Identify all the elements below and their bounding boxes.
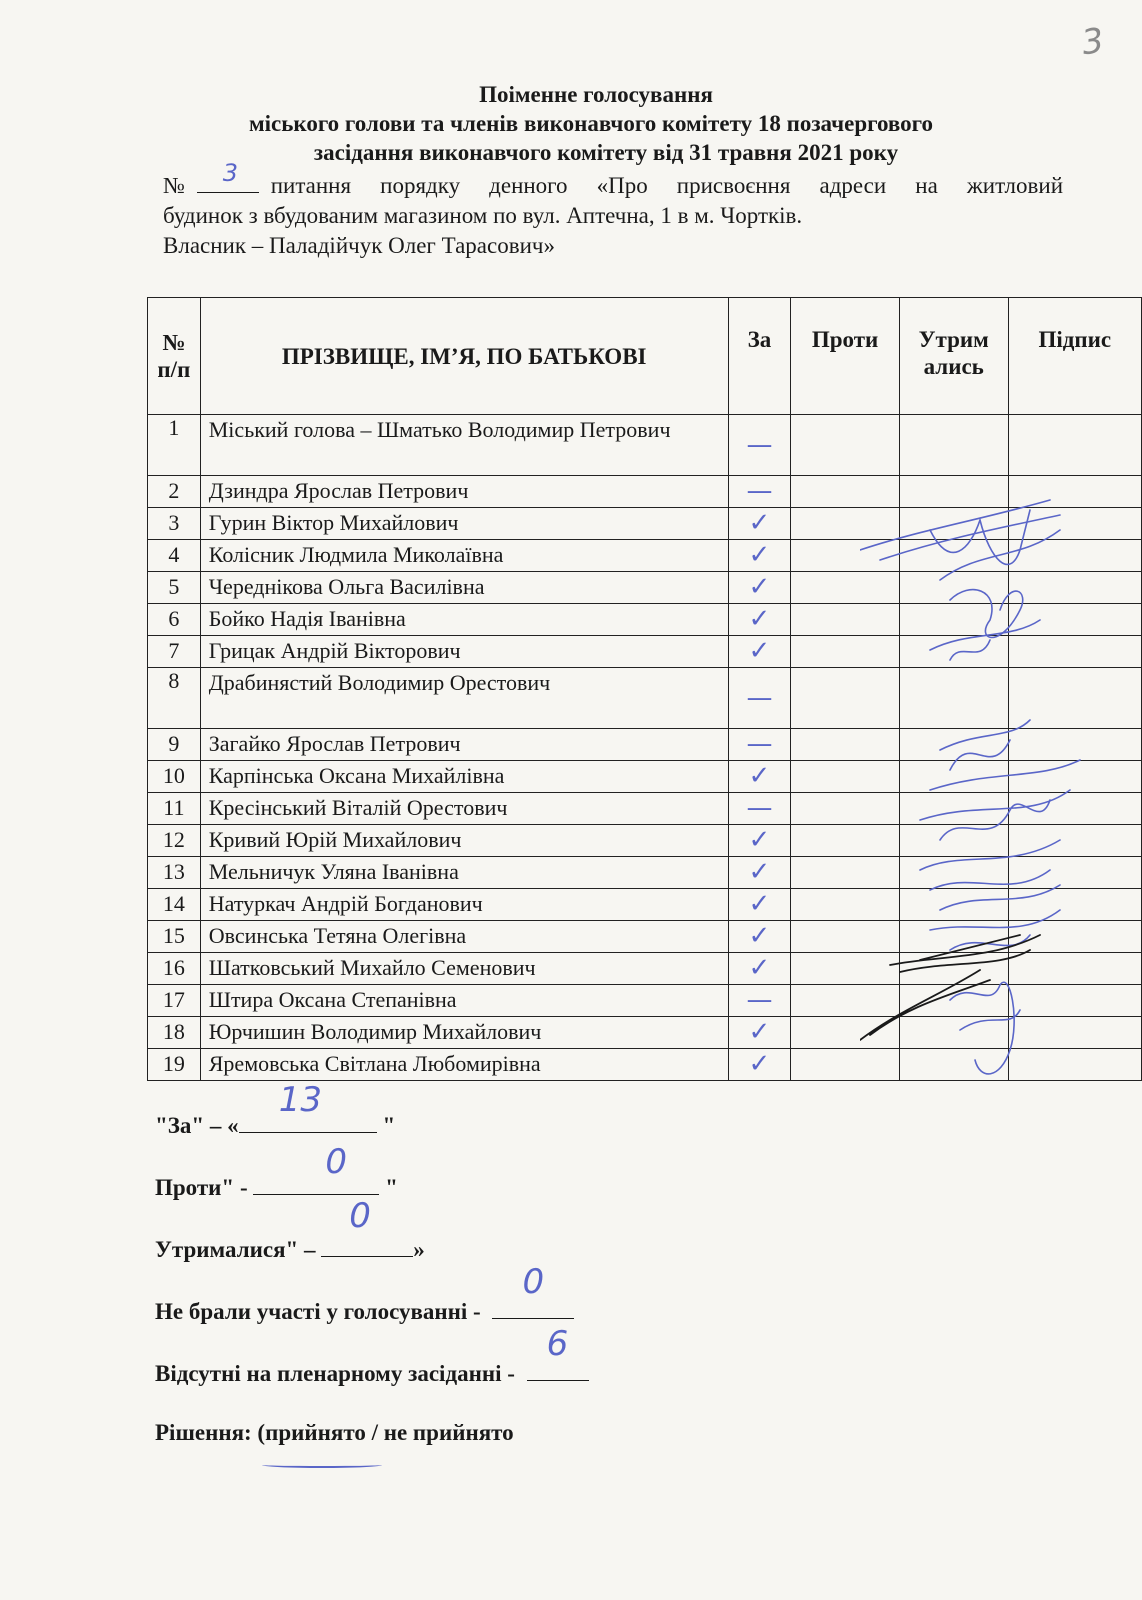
row-against xyxy=(791,508,900,540)
row-number: 17 xyxy=(148,985,201,1017)
row-for-mark: ✓ xyxy=(728,953,791,985)
row-signature xyxy=(1008,1017,1141,1049)
row-against xyxy=(791,668,900,729)
row-signature xyxy=(1008,857,1141,889)
agenda-item-text-1: питання порядку денного «Про присвоєння адреси на житловий xyxy=(270,173,1063,198)
row-for-mark: ✓ xyxy=(728,1049,791,1081)
row-for-mark: ✓ xyxy=(728,825,791,857)
row-signature xyxy=(1008,793,1141,825)
summary-absent-value: 6 xyxy=(546,1324,569,1364)
summary-against-value: 0 xyxy=(325,1142,347,1182)
row-signature xyxy=(1008,604,1141,636)
col-header-name: ПРІЗВИЩЕ, ІМ’Я, ПО БАТЬКОВІ xyxy=(200,298,728,415)
row-against xyxy=(791,793,900,825)
row-against xyxy=(791,476,900,508)
summary-abstained-label: Утрималися" – xyxy=(155,1237,322,1262)
row-signature xyxy=(1008,668,1141,729)
row-against xyxy=(791,825,900,857)
row-abstained xyxy=(899,1017,1008,1049)
row-against xyxy=(791,572,900,604)
table-row xyxy=(148,729,1142,761)
row-number: 4 xyxy=(148,540,201,572)
row-name: Бойко Надія Іванівна xyxy=(200,604,728,636)
summary-for-value: 13 xyxy=(278,1080,322,1120)
table-row xyxy=(148,921,1142,953)
row-name: Карпінська Оксана Михайлівна xyxy=(200,761,728,793)
row-against xyxy=(791,729,900,761)
voting-table xyxy=(147,297,1142,1081)
voting-table-header-row xyxy=(148,298,1142,415)
table-row xyxy=(148,889,1142,921)
summary-for-blank xyxy=(239,1080,377,1133)
table-row xyxy=(148,1017,1142,1049)
col-header-against: Проти xyxy=(791,298,900,415)
agenda-item-text-3: Власник – Паладійчук Олег Тарасович» xyxy=(163,233,555,258)
row-number: 7 xyxy=(148,636,201,668)
row-for-mark: — xyxy=(728,668,791,729)
summary-against-label: Проти" - xyxy=(155,1175,254,1200)
row-signature xyxy=(1008,508,1141,540)
row-abstained xyxy=(899,953,1008,985)
table-row xyxy=(148,761,1142,793)
row-number: 5 xyxy=(148,572,201,604)
col-header-no: № п/п xyxy=(148,298,201,415)
row-name: Міський голова – Шматько Володимир Петрович xyxy=(200,415,728,476)
col-header-abstained: Утрим ались xyxy=(899,298,1008,415)
row-name: Яремовська Світлана Любомирівна xyxy=(200,1049,728,1081)
row-name: Кривий Юрій Михайлович xyxy=(200,825,728,857)
summary-not-voted-value: 0 xyxy=(522,1262,545,1302)
document-header xyxy=(0,80,1142,167)
row-for-mark: ✓ xyxy=(728,889,791,921)
agenda-item xyxy=(163,159,1063,261)
row-signature xyxy=(1008,572,1141,604)
row-name: Овсинська Тетяна Олегівна xyxy=(200,921,728,953)
handwritten-item-number: 3 xyxy=(222,159,238,187)
row-number: 6 xyxy=(148,604,201,636)
table-row xyxy=(148,508,1142,540)
summary-abstained-label-end: » xyxy=(413,1237,425,1262)
row-signature xyxy=(1008,729,1141,761)
row-against xyxy=(791,604,900,636)
row-number: 10 xyxy=(148,761,201,793)
row-against xyxy=(791,953,900,985)
summary-not-voted xyxy=(155,1262,574,1325)
row-against xyxy=(791,889,900,921)
row-signature xyxy=(1008,825,1141,857)
row-against xyxy=(791,540,900,572)
agenda-item-number xyxy=(163,159,259,201)
row-for-mark: — xyxy=(728,985,791,1017)
row-number: 11 xyxy=(148,793,201,825)
row-for-mark: — xyxy=(728,415,791,476)
agenda-item-line-1 xyxy=(163,159,1063,201)
summary-decision-label: Рішення: (прийнято / не прийнято xyxy=(155,1420,514,1445)
agenda-item-text-2: будинок з вбудованим магазином по вул. Аптечна, 1 в м. Чортків. xyxy=(163,203,803,228)
row-abstained xyxy=(899,825,1008,857)
summary-absent-label: Відсутні на пленарному засіданні - xyxy=(155,1361,521,1386)
row-against xyxy=(791,921,900,953)
summary-not-voted-blank xyxy=(492,1262,574,1319)
row-name: Дзиндра Ярослав Петрович xyxy=(200,476,728,508)
table-row xyxy=(148,415,1142,476)
row-name: Череднікова Ольга Василівна xyxy=(200,572,728,604)
summary-for xyxy=(155,1080,396,1139)
row-for-mark: ✓ xyxy=(728,572,791,604)
summary-against-label-end: " xyxy=(379,1175,398,1200)
row-signature xyxy=(1008,985,1141,1017)
row-for-mark: — xyxy=(728,729,791,761)
row-abstained xyxy=(899,572,1008,604)
row-against xyxy=(791,636,900,668)
table-row xyxy=(148,668,1142,729)
summary-for-label: "За" – « xyxy=(155,1113,239,1138)
row-signature xyxy=(1008,761,1141,793)
row-abstained xyxy=(899,476,1008,508)
summary-decision xyxy=(155,1420,514,1446)
summary-against-blank xyxy=(253,1142,379,1195)
row-abstained xyxy=(899,889,1008,921)
row-name: Кресінський Віталій Орестович xyxy=(200,793,728,825)
row-signature xyxy=(1008,889,1141,921)
row-signature xyxy=(1008,540,1141,572)
table-row xyxy=(148,540,1142,572)
row-name: Натуркач Андрій Богданович xyxy=(200,889,728,921)
row-number: 3 xyxy=(148,508,201,540)
row-abstained xyxy=(899,857,1008,889)
row-signature xyxy=(1008,476,1141,508)
row-abstained xyxy=(899,540,1008,572)
table-row xyxy=(148,985,1142,1017)
summary-for-label-end: " xyxy=(376,1113,396,1138)
row-against xyxy=(791,857,900,889)
row-against xyxy=(791,415,900,476)
row-for-mark: ✓ xyxy=(728,508,791,540)
table-row xyxy=(148,476,1142,508)
agenda-number-blank xyxy=(197,159,259,193)
page-number: 3 xyxy=(1079,20,1107,64)
row-number: 12 xyxy=(148,825,201,857)
row-for-mark: — xyxy=(728,476,791,508)
row-abstained xyxy=(899,985,1008,1017)
row-number: 1 xyxy=(148,415,201,476)
row-number: 8 xyxy=(148,668,201,729)
row-for-mark: ✓ xyxy=(728,761,791,793)
row-against xyxy=(791,1017,900,1049)
row-against xyxy=(791,761,900,793)
row-signature xyxy=(1008,953,1141,985)
row-abstained xyxy=(899,761,1008,793)
summary-abstained-blank xyxy=(321,1196,413,1257)
row-abstained xyxy=(899,636,1008,668)
summary-abstained-value: 0 xyxy=(349,1196,371,1236)
row-abstained xyxy=(899,1049,1008,1081)
document-subtitle-line-1: міського голови та членів виконавчого комітету 18 позачергового xyxy=(248,111,934,136)
row-abstained xyxy=(899,604,1008,636)
row-abstained xyxy=(899,729,1008,761)
voting-table-body xyxy=(148,415,1142,1081)
row-name: Мельничук Уляна Іванівна xyxy=(200,857,728,889)
decision-handwritten-underline xyxy=(262,1462,382,1468)
row-name: Грицак Андрій Вікторович xyxy=(200,636,728,668)
row-for-mark: ✓ xyxy=(728,540,791,572)
row-number: 13 xyxy=(148,857,201,889)
row-signature xyxy=(1008,1049,1141,1081)
row-name: Штира Оксана Степанівна xyxy=(200,985,728,1017)
row-for-mark: ✓ xyxy=(728,921,791,953)
row-abstained xyxy=(899,921,1008,953)
row-signature xyxy=(1008,636,1141,668)
row-abstained xyxy=(899,793,1008,825)
table-row xyxy=(148,572,1142,604)
row-abstained xyxy=(899,415,1008,476)
document-title: Поіменне голосування xyxy=(479,82,713,107)
row-signature xyxy=(1008,921,1141,953)
row-number: 16 xyxy=(148,953,201,985)
row-for-mark: ✓ xyxy=(728,636,791,668)
table-row xyxy=(148,793,1142,825)
row-name: Шатковський Михайло Семенович xyxy=(200,953,728,985)
row-name: Колісник Людмила Миколаївна xyxy=(200,540,728,572)
summary-abstained xyxy=(155,1196,425,1263)
row-for-mark: ✓ xyxy=(728,604,791,636)
row-number: 2 xyxy=(148,476,201,508)
row-number: 19 xyxy=(148,1049,201,1081)
table-row xyxy=(148,1049,1142,1081)
row-signature xyxy=(1008,415,1141,476)
table-row xyxy=(148,604,1142,636)
row-number: 18 xyxy=(148,1017,201,1049)
document-subtitle-line-2: засідання виконавчого комітету від 31 травня 2021 року xyxy=(313,140,899,165)
summary-absent xyxy=(155,1324,589,1387)
row-number: 14 xyxy=(148,889,201,921)
summary-absent-blank xyxy=(527,1324,589,1381)
row-for-mark: — xyxy=(728,793,791,825)
row-abstained xyxy=(899,508,1008,540)
number-prefix: № xyxy=(163,173,185,198)
row-against xyxy=(791,1049,900,1081)
table-row xyxy=(148,857,1142,889)
row-number: 9 xyxy=(148,729,201,761)
col-header-for: За xyxy=(728,298,791,415)
col-header-signature: Підпис xyxy=(1008,298,1141,415)
row-for-mark: ✓ xyxy=(728,857,791,889)
table-row xyxy=(148,953,1142,985)
row-abstained xyxy=(899,668,1008,729)
row-against xyxy=(791,985,900,1017)
summary-not-voted-label: Не брали участі у голосуванні - xyxy=(155,1299,487,1324)
table-row xyxy=(148,636,1142,668)
row-for-mark: ✓ xyxy=(728,1017,791,1049)
row-name: Драбинястий Володимир Орестович xyxy=(200,668,728,729)
row-name: Гурин Віктор Михайлович xyxy=(200,508,728,540)
row-number: 15 xyxy=(148,921,201,953)
row-name: Загайко Ярослав Петрович xyxy=(200,729,728,761)
table-row xyxy=(148,825,1142,857)
row-name: Юрчишин Володимир Михайлович xyxy=(200,1017,728,1049)
